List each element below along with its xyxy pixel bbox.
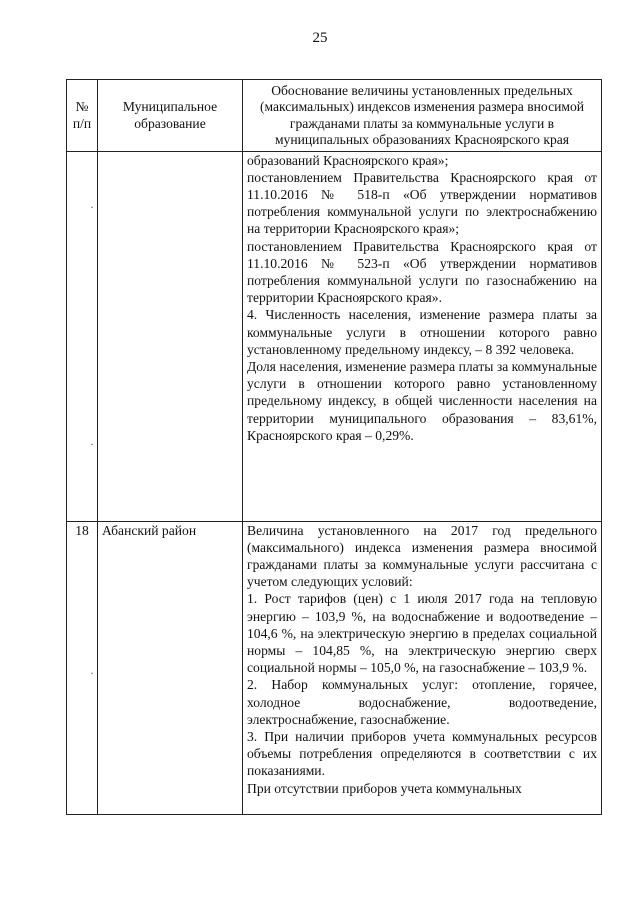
row-justification (243, 521, 602, 814)
row-municipality: Абанский район (98, 521, 243, 814)
index-justification-table (66, 79, 602, 815)
header-municipality: Муниципальное образование (98, 80, 243, 152)
header-justification: Обоснование величины установленных предельных (максимальных) индексов изменения размера вносимой гражданами платы за коммунальные услуги в муниципальных образованиях Красноярского края (243, 80, 602, 152)
paragraph: При отсутствии приборов учета коммунальных (247, 780, 522, 796)
page-number: 25 (312, 30, 328, 46)
paragraph: постановлением Правительства Красноярского края от 11.10.2016 № 518-п «Об утверждении нормативов потребления коммунальной услуги по электроснабжению на территории Красноярского края»; (247, 169, 597, 237)
paragraph: 3. При наличии приборов учета коммунальных ресурсов объемы потребления определяются в соответствии с их показаниями. (247, 729, 597, 779)
row-justification (243, 151, 602, 521)
paragraph: образований Красноярского края»; (247, 152, 449, 168)
table-row (67, 521, 602, 814)
paragraph: Доля населения, изменение размера платы за коммунальные услуги в отношении которого равно установленному предельному индексу, в общей численности населения на территории муниципального образования – 83,61%, Красноярского края – 0,29%. (247, 359, 597, 443)
table-row (67, 151, 602, 521)
table-header-row (67, 80, 602, 152)
paragraph: Величина установленного на 2017 год предельного (максимального) индекса изменения размера вносимой гражданами платы за коммунальные услуги рассчитана с учетом следующих условий: (247, 522, 597, 590)
header-num: № п/п (67, 80, 98, 152)
paragraph: 4. Численность населения, изменение размера платы за коммунальные услуги в отношении которого равно установленному предельному индексу, – 8 392 человека. (247, 307, 597, 357)
row-municipality (98, 151, 243, 521)
scan-speck: · (90, 200, 94, 214)
row-num: 18 (67, 521, 98, 814)
scan-speck: · (90, 666, 94, 680)
paragraph: 1. Рост тарифов (цен) с 1 июля 2017 года на тепловую энергию – 103,9 %, на водоснабжение и водоотведение – 104,6 %, на электрическую энергию в пределах социальной нормы – 104,85 %, на электрическую энергию сверх социальной нормы – 105,0 %, на газоснабжение – 103,9 %. (247, 591, 597, 676)
paragraph: постановлением Правительства Красноярского края от 11.10.2016 № 523-п «Об утверждении нормативов потребления коммунальной услуги по газоснабжению на территории Красноярского края». (247, 238, 597, 306)
scan-speck: · (90, 437, 94, 451)
paragraph: 2. Набор коммунальных услуг: отопление, горячее, холодное водоснабжение, водоотведение, электроснабжение, газоснабжение. (247, 677, 597, 727)
